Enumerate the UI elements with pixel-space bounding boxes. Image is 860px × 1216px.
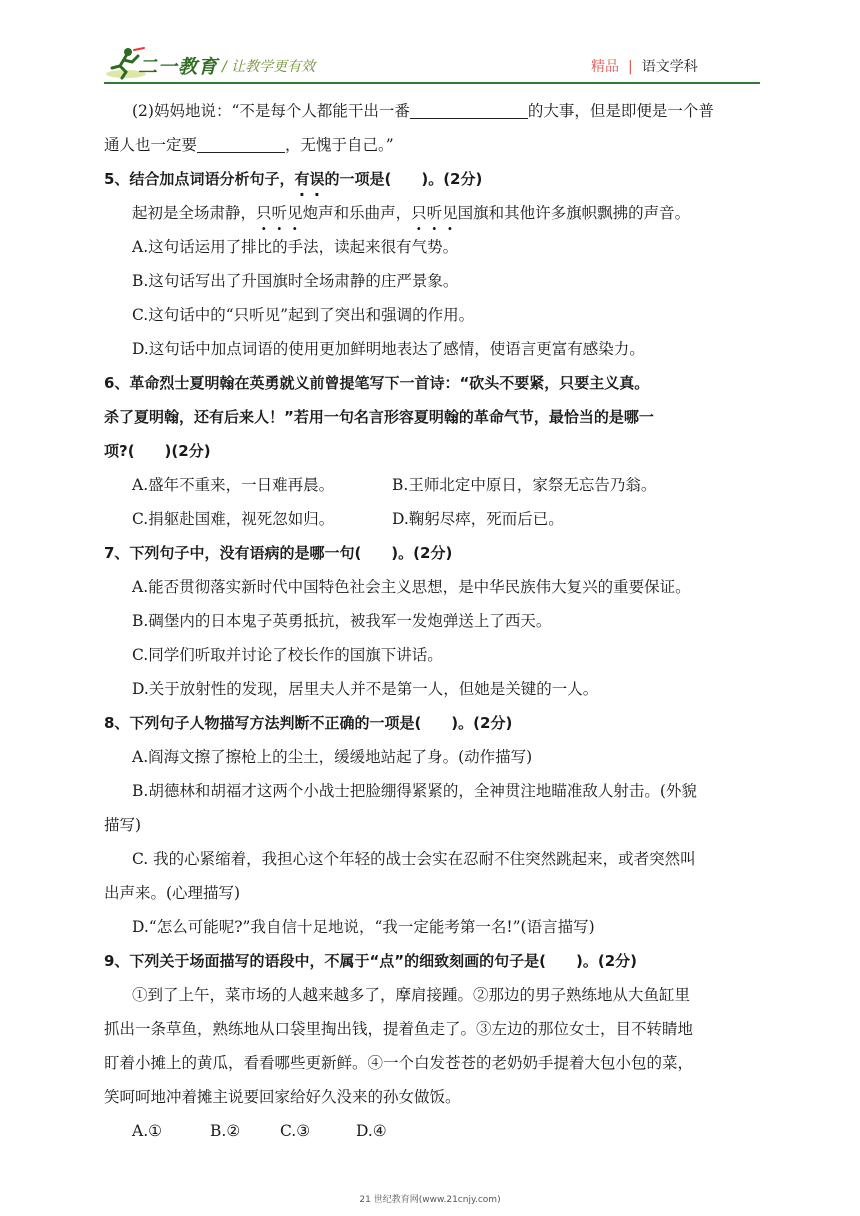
answer-blank xyxy=(197,134,285,153)
emphasis-char: 只 xyxy=(411,204,427,222)
emphasis-char: 听 xyxy=(271,204,288,222)
q5-option-a: A.这句话运用了排比的手法，读起来很有气势。 xyxy=(132,238,459,256)
q6-title-line1: 6、革命烈士夏明翰在英勇就义前曾提笔写下一首诗：“砍头不要紧，只要主义真。 xyxy=(104,374,650,392)
emphasis-char: 见 xyxy=(442,204,458,222)
q4-sub2-text-c: 通人也一定要 xyxy=(104,136,198,154)
q5-sentence xyxy=(104,196,764,230)
emphasis-char: 听 xyxy=(426,204,443,222)
q9-option-b: B.② xyxy=(210,1122,241,1140)
q9-option-c: C.③ xyxy=(280,1122,311,1140)
q5-option-c: C.这句话中的“只听见”起到了突出和强调的作用。 xyxy=(132,306,475,324)
q5-sentence-c: 国旗和其他许多旗帜飘拂的声音。 xyxy=(457,204,691,222)
q7-option-d: D.关于放射性的发现，居里夫人并不是第一人，但她是关键的一人。 xyxy=(132,680,599,698)
exam-content xyxy=(104,94,764,1148)
header-tags xyxy=(591,56,698,76)
q5-title-text-a: 5、结合加点词语分析句子， xyxy=(104,170,295,188)
header-divider xyxy=(104,82,760,84)
tag-separator: | xyxy=(628,59,633,75)
q6-title-line3: 项?( )(2分) xyxy=(104,442,211,460)
q9-option-d: D.④ xyxy=(356,1122,387,1140)
q8-option-b-line1: B.胡德林和胡福才这两个小战士把脸绷得紧紧的，全神贯注地瞄准敌人射击。(外貌 xyxy=(132,782,697,800)
q9-option-a: A.① xyxy=(132,1122,163,1140)
q8-title: 8、下列句子人物描写方法判断不正确的一项是( )。(2分) xyxy=(104,714,513,732)
q6-option-a: A.盛年不重来，一日难再晨。 xyxy=(132,476,335,494)
q6-options-row2 xyxy=(104,502,764,536)
q6-options-row1 xyxy=(104,468,764,502)
q5-sentence-b: 炮声和乐曲声， xyxy=(302,204,412,222)
q8-option-c-line2: 出声来。(心理描写) xyxy=(104,884,241,902)
q9-passage-line3: 盯着小摊上的黄瓜，看看哪些更新鲜。④一个白发苍苍的老奶奶手提着大包小包的菜， xyxy=(104,1054,694,1072)
q4-sub2-text-b: 的大事，但是即便是一个普 xyxy=(527,102,714,120)
emphasis-char: 有 xyxy=(294,170,310,188)
q5-title xyxy=(104,162,764,196)
q4-sub2-text-d: ，无愧于自己。” xyxy=(285,136,394,154)
q5-title-text-b: 的一项是( )。(2分) xyxy=(324,170,483,188)
emphasis-char: 见 xyxy=(287,204,303,222)
q9-options xyxy=(104,1114,764,1148)
emphasis-char: 误 xyxy=(309,170,325,188)
q8-option-b-line2: 描写) xyxy=(104,816,142,834)
q9-passage-line2: 抓出一条草鱼，熟练地从口袋里掏出钱，提着鱼走了。③左边的那位女士，目不转睛地 xyxy=(104,1020,694,1038)
q8-option-c-line1: C. 我的心紧缩着，我担心这个年轻的战士会实在忍耐不住突然跳起来，或者突然叫 xyxy=(132,850,696,868)
q9-passage-line4: 笑呵呵地冲着摊主说要回家给好久没来的孙女做饭。 xyxy=(104,1088,461,1106)
q4-sub2-text-a: (2)妈妈地说：“不是每个人都能干出一番 xyxy=(132,102,410,120)
page-footer: 21 世纪教育网(www.21cnjy.com) xyxy=(359,1195,501,1205)
q7-option-b: B.碉堡内的日本鬼子英勇抵抗，被我军一发炮弹送上了西天。 xyxy=(132,612,552,630)
emphasis-char: 只 xyxy=(256,204,272,222)
q4-sub2-line1 xyxy=(104,94,764,128)
brand-slogan: / 让教学更有效 xyxy=(222,59,316,75)
q7-option-a: A.能否贯彻落实新时代中国特色社会主义思想，是中华民族伟大复兴的重要保证。 xyxy=(132,578,691,596)
brand-name: 二一教育 xyxy=(138,56,219,78)
q5-sentence-a: 起初是全场肃静， xyxy=(132,204,257,222)
tag-premium: 精品 xyxy=(591,59,619,75)
q6-title-line2: 杀了夏明翰，还有后来人！”若用一句名言形容夏明翰的革命气节，最恰当的是哪一 xyxy=(104,408,654,426)
q6-option-c: C.捐躯赴国难，视死忽如归。 xyxy=(132,510,335,528)
q9-title: 9、下列关于场面描写的语段中，不属于“点”的细致刻画的句子是( )。(2分) xyxy=(104,952,638,970)
q7-option-c: C.同学们听取并讨论了校长作的国旗下讲话。 xyxy=(132,646,443,664)
q6-option-b: B.王师北定中原日，家祭无忘告乃翁。 xyxy=(392,476,657,494)
q5-option-b: B.这句话写出了升国旗时全场肃静的庄严景象。 xyxy=(132,272,459,290)
answer-blank xyxy=(410,100,528,119)
q5-option-d: D.这句话中加点词语的使用更加鲜明地表达了感情，使语言更富有感染力。 xyxy=(132,340,645,358)
q8-option-a: A.阎海文擦了擦枪上的尘土，缓缓地站起了身。(动作描写) xyxy=(132,748,533,766)
q9-passage-line1: ①到了上午，菜市场的人越来越多了，摩肩接踵。②那边的男子熟练地从大鱼缸里 xyxy=(132,986,691,1004)
page-header xyxy=(0,0,860,88)
q6-option-d: D.鞠躬尽瘁，死而后已。 xyxy=(392,510,564,528)
q8-option-d: D.“怎么可能呢?”我自信十足地说，“我一定能考第一名!”(语言描写) xyxy=(132,918,595,936)
tag-subject: 语文学科 xyxy=(641,59,698,75)
q7-title: 7、下列句子中，没有语病的是哪一句( )。(2分) xyxy=(104,544,453,562)
q4-sub2-line2 xyxy=(104,128,764,162)
